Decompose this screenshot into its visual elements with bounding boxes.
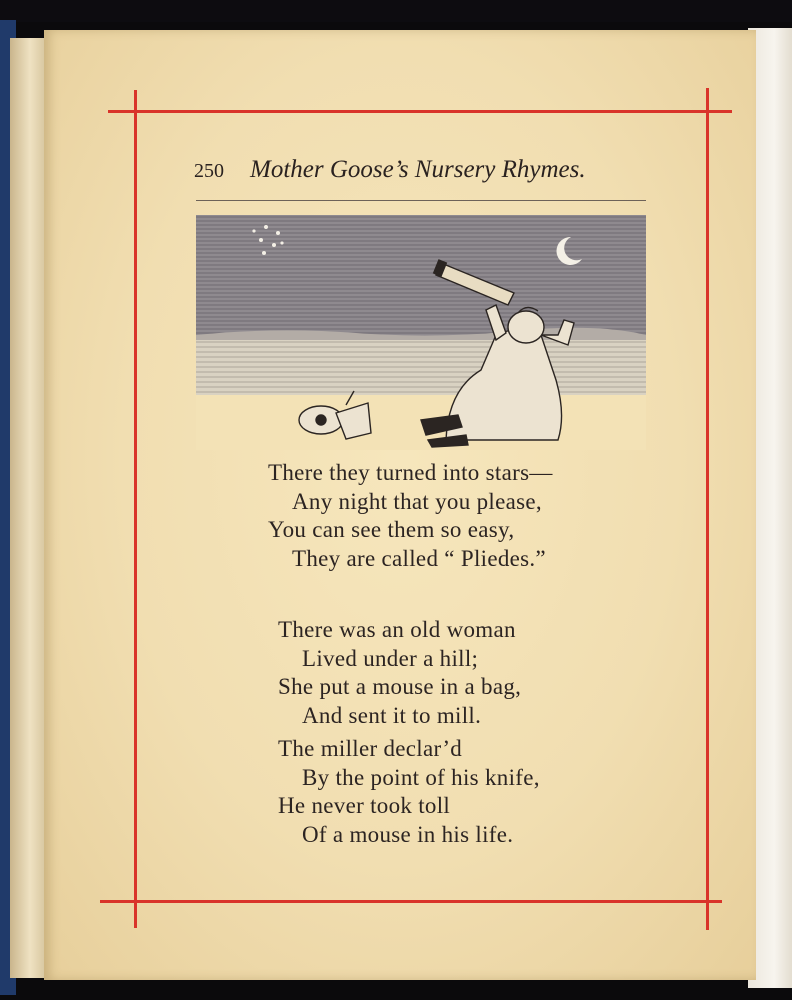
poem-line: There they turned into stars—: [268, 460, 553, 485]
poem-line: There was an old woman: [278, 617, 516, 642]
frame-rule-top: [108, 110, 732, 113]
poem-line: She put a mouse in a bag,: [278, 674, 522, 699]
poem-line: You can see them so easy,: [268, 517, 515, 542]
poem-old-woman-stanza-2: [278, 735, 540, 849]
poem-old-woman-stanza-1: [278, 616, 521, 730]
poem-line: And sent it to mill.: [302, 702, 482, 728]
poem-line: Lived under a hill;: [302, 645, 479, 671]
poem-line: He never took toll: [278, 793, 451, 818]
frame-rule-bottom: [100, 900, 722, 903]
poem-line: The miller declar’d: [278, 736, 463, 761]
poem-line: By the point of his knife,: [302, 764, 540, 790]
frame-rule-right: [706, 88, 709, 930]
page-header: [194, 156, 634, 188]
moon-gazer-illustration-icon: [196, 215, 646, 450]
running-title: Mother Goose’s Nursery Rhymes.: [250, 156, 586, 183]
poem-line: Any night that you please,: [292, 488, 542, 514]
poem-line: They are called “ Pliedes.”: [292, 545, 546, 571]
book-cover-top: [0, 0, 792, 22]
header-divider: [196, 200, 646, 201]
poem-pleiades: [268, 459, 553, 573]
frame-rule-left: [134, 90, 137, 928]
poem-line: Of a mouse in his life.: [302, 821, 514, 847]
page-number: 250: [194, 160, 224, 182]
